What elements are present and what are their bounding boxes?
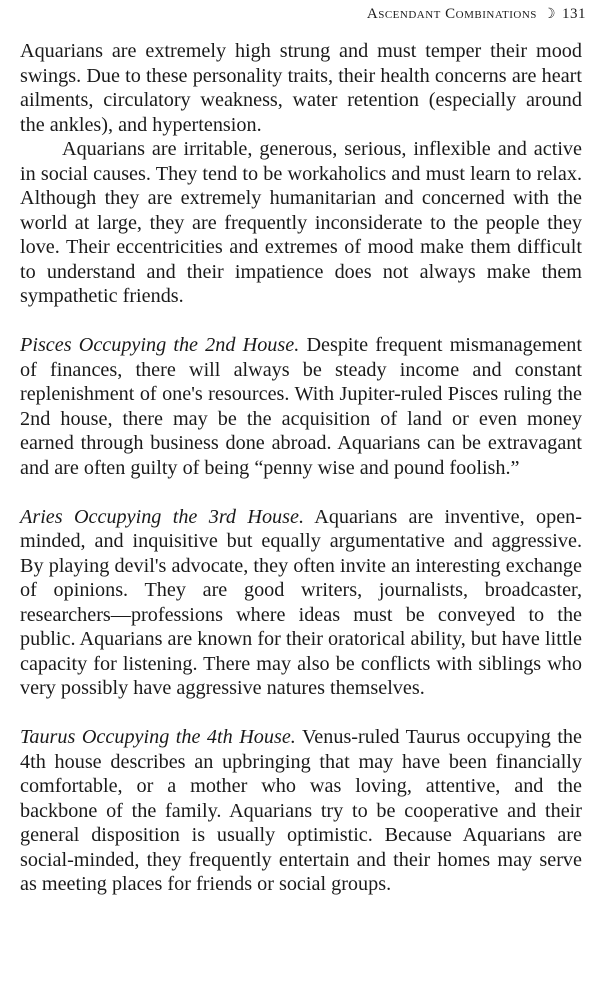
body-text bbox=[20, 39, 582, 897]
running-head-title: Ascendant Combinations bbox=[366, 6, 537, 22]
paragraph bbox=[20, 39, 582, 137]
section-aries-3rd-house bbox=[20, 505, 582, 701]
running-head bbox=[367, 6, 586, 23]
section-heading: Aries Occupying the 3rd House. bbox=[20, 505, 304, 528]
page-number: 131 bbox=[562, 6, 586, 22]
paragraph-text: Despite frequent mismanagement of finances, there will always be steady income and constant replenishment of one's resources. With Jupiter-ruled Pisces ruling the 2nd house, there may be the acquisition of land or even money earned through business done abroad. Aquarians can be extravagant and are often guilty of being “penny wise and pound foolish.” bbox=[20, 334, 582, 479]
paragraph-text: Aquarians are extremely high strung and must temper their mood swings. Due to these personality traits, their health concerns are heart ailments, circulatory weakness, water retention (especially around the ankles), and hypertension. bbox=[20, 40, 582, 136]
moon-icon: ☽ bbox=[542, 7, 556, 22]
section-pisces-2nd-house bbox=[20, 333, 582, 480]
section-heading: Pisces Occupying the 2nd House. bbox=[20, 334, 300, 356]
paragraph-text: Venus-ruled Taurus occupying the 4th house describes an upbringing that may have been financially comfortable, or a mother who was loving, attentive, and the backbone of the family. Aquarians try to be cooperative and their general disposition is usually optimistic. Because Aquarians are social-minded, they frequently entertain and their homes may serve as meeting places for friends or social groups. bbox=[20, 726, 582, 895]
paragraph-text: Aquarians are inventive, open-minded, and inquisitive but equally argumentative and aggressive. By playing devil's advocate, they often invite an interesting exchange of opinions. They are good writers, journalists, broadcaster, researchers—professions where ideas must be conveyed to the public. Aquarians are known for their oratorical ability, but have little capacity for listening. There may also be conflicts with siblings who very possibly have aggressive natures themselves. bbox=[20, 505, 582, 699]
paragraph bbox=[20, 137, 582, 309]
paragraph-text: Aquarians are irritable, generous, serious, inflexible and active in social causes. They tend to be workaholics and must learn to relax. Although they are extremely humanitarian and concerned with the world at large, they are frequently inconsiderate to the people they love. Their eccentricities and extremes of mood make them difficult to understand and their impatience does not always make them sympathetic friends. bbox=[20, 138, 582, 307]
section-heading: Taurus Occupying the 4th House. bbox=[20, 726, 296, 748]
section-taurus-4th-house bbox=[20, 725, 582, 897]
